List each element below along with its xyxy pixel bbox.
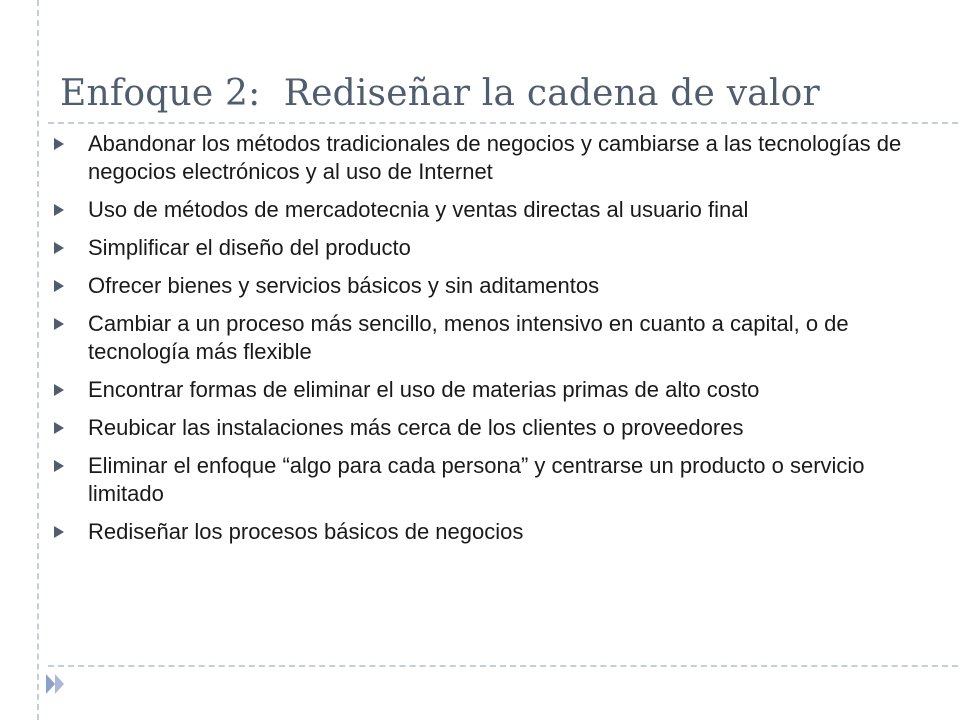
bullet-text: Abandonar los métodos tradicionales de negocios y cambiarse a las tecnologías de negocios electrónicos y al uso de Internet (88, 131, 902, 184)
bullet-item (52, 518, 912, 546)
bullet-list (52, 130, 912, 556)
bullet-item (52, 452, 912, 508)
triangle-right-icon (54, 422, 64, 434)
triangle-right-icon (54, 384, 64, 396)
bullet-item (52, 310, 912, 366)
bullet-item (52, 376, 912, 404)
triangle-right-icon (54, 526, 64, 538)
bullet-text: Reubicar las instalaciones más cerca de los clientes o proveedores (88, 415, 744, 440)
bullet-text: Eliminar el enfoque “algo para cada persona” y centrarse un producto o servicio limitado (88, 453, 865, 506)
title-divider (48, 122, 960, 124)
bullet-text: Uso de métodos de mercadotecnia y ventas directas al usuario final (88, 197, 749, 222)
triangle-right-icon (54, 460, 64, 472)
bullet-text: Cambiar a un proceso más sencillo, menos intensivo en cuanto a capital, o de tecnología más flexible (88, 311, 849, 364)
left-dashed-rule (37, 0, 39, 720)
bullet-item (52, 196, 912, 224)
bullet-text: Rediseñar los procesos básicos de negocios (88, 519, 524, 544)
slide-title: Enfoque 2: Rediseñar la cadena de valor (60, 73, 820, 114)
triangle-right-icon (54, 138, 64, 150)
triangle-right-icon (54, 280, 64, 292)
footer-divider (48, 665, 960, 667)
bullet-text: Simplificar el diseño del producto (88, 235, 411, 260)
bullet-text: Ofrecer bienes y servicios básicos y sin aditamentos (88, 273, 600, 298)
bullet-item (52, 234, 912, 262)
bullet-text: Encontrar formas de eliminar el uso de materias primas de alto costo (88, 377, 760, 402)
triangle-right-icon (54, 318, 64, 330)
bullet-item (52, 414, 912, 442)
bullet-item (52, 130, 912, 186)
bullet-item (52, 272, 912, 300)
triangle-right-icon (54, 242, 64, 254)
double-chevron-right-icon (44, 672, 68, 696)
triangle-right-icon (54, 204, 64, 216)
